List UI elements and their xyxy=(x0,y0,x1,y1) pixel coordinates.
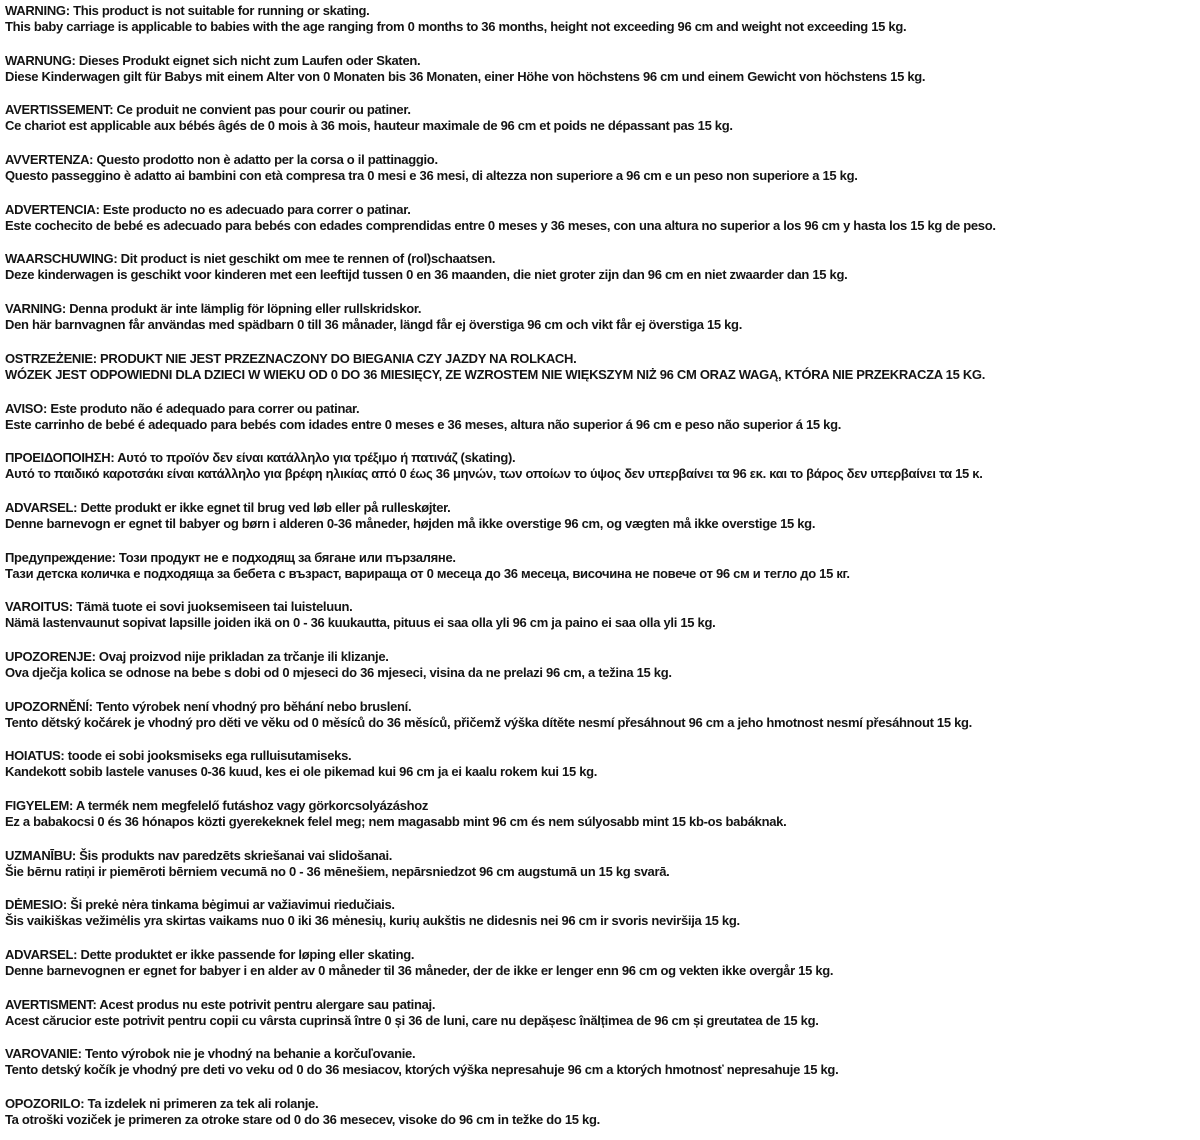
warning-block-sk xyxy=(5,1046,1200,1078)
warning-headline: HOIATUS: toode ei sobi jooksmiseks ega rulluisutamiseks. xyxy=(5,748,352,764)
warning-body: Acest cărucior este potrivit pentru copii cu vârsta cuprinsă între 0 și 36 de luni, care nu depășesc înălțimea de 96 cm și greutatea de 15 kg. xyxy=(5,1012,819,1028)
warning-block-ro xyxy=(5,997,1200,1029)
warning-headline: AVERTISMENT: Acest produs nu este potrivit pentru alergare sau patinaj. xyxy=(5,996,436,1012)
warning-block-fi xyxy=(5,599,1200,631)
warning-body: This baby carriage is applicable to babies with the age ranging from 0 months to 36 months, height not exceeding 96 cm and weight not exceeding 15 kg. xyxy=(5,19,907,34)
warning-block-lv xyxy=(5,848,1200,880)
warning-headline: VAROVANIE: Tento výrobok nie je vhodný na behanie a korčuľovanie. xyxy=(5,1046,416,1062)
warning-headline: ADVARSEL: Dette produkt er ikke egnet til brug ved løb eller på rulleskøjter. xyxy=(5,499,451,515)
warning-body: Тази детска количка е подходяща за бебета с възраст, варираща от 0 месеца до 36 месеца, височина не повече от 96 см и тегло до 15 кг. xyxy=(5,565,850,581)
warning-headline: ΠΡΟΕΙΔΟΠΟΙΗΣΗ: Αυτό το προϊόν δεν είναι κατάλληλο για τρέξιμο ή πατινάζ (skating). xyxy=(5,450,516,466)
warning-headline: UPOZORNĚNÍ: Tento výrobek není vhodný pro běhání nebo bruslení. xyxy=(5,698,412,714)
warning-block-pt xyxy=(5,401,1200,433)
warning-body: Denne barnevogn er egnet til babyer og børn i alderen 0-36 måneder, højden må ikke overstige 96 cm, og vægten må ikke overstige 15 kg. xyxy=(5,515,816,531)
warning-block-hu xyxy=(5,798,1200,830)
warning-headline: DĖMESIO: Ši prekė nėra tinkama bėgimui ar važiavimui riedučiais. xyxy=(5,897,395,913)
warning-body: Αυτό το παιδικό καροτσάκι είναι κατάλληλο για βρέφη ηλικίας από 0 έως 36 μηνών, των οποίων το ύψος δεν υπερβαίνει τα 96 εκ. και το βάρος δεν υπερβαίνει τα 15 κ. xyxy=(5,466,983,482)
warning-body: Questo passeggino è adatto ai bambini con età compresa tra 0 mesi e 36 mesi, di altezza non superiore a 96 cm e un peso non superiore a 15 kg. xyxy=(5,168,858,184)
warning-block-en xyxy=(5,3,1200,35)
warning-block-et xyxy=(5,748,1200,780)
warning-headline: AVERTISSEMENT: Ce produit ne convient pas pour courir ou patiner. xyxy=(5,102,411,118)
warning-headline: Предупреждение: Този продукт не е подходящ за бягане или пързаляне. xyxy=(5,549,456,565)
warning-block-cs xyxy=(5,699,1200,731)
warning-block-da xyxy=(5,500,1200,532)
warning-block-el xyxy=(5,450,1200,482)
warning-headline: OPOZORILO: Ta izdelek ni primeren za tek ali rolanje. xyxy=(5,1096,319,1112)
warning-headline: WARNUNG: Dieses Produkt eignet sich nicht zum Laufen oder Skaten. xyxy=(5,52,421,68)
warning-body: Ez a babakocsi 0 és 36 hónapos közti gyerekeknek felel meg; nem magasabb mint 96 cm és nem súlyosabb mint 15 kb-os babáknak. xyxy=(5,814,787,829)
warning-body: Ta otroški voziček je primeren za otroke stare od 0 do 36 mesecev, visoke do 96 cm in težke do 15 kg. xyxy=(5,1112,600,1128)
warning-block-sv xyxy=(5,301,1200,333)
warning-body: Deze kinderwagen is geschikt voor kinderen met een leeftijd tussen 0 en 36 maanden, die niet groter zijn dan 96 cm en niet zwaarder dan 15 kg. xyxy=(5,267,848,283)
warning-headline: VARNING: Denna produkt är inte lämplig för löpning eller rullskridskor. xyxy=(5,301,422,317)
warning-block-sl xyxy=(5,1096,1200,1128)
warning-body: Ova dječja kolica se odnose na bebe s dobi od 0 mjeseci do 36 mjeseci, visina da ne prelazi 96 cm, a težina 15 kg. xyxy=(5,664,672,680)
warning-block-it xyxy=(5,152,1200,184)
warning-headline: UZMANĪBU: Šis produkts nav paredzēts skriešanai vai slidošanai. xyxy=(5,847,393,863)
warning-block-de xyxy=(5,53,1200,85)
warning-headline: ADVERTENCIA: Este producto no es adecuado para correr o patinar. xyxy=(5,201,411,217)
warning-headline: OSTRZEŻENIE: PRODUKT NIE JEST PRZEZNACZONY DO BIEGANIA CZY JAZDY NA ROLKACH. xyxy=(5,350,577,366)
warning-body: Este carrinho de bebé é adequado para bebés com idades entre 0 meses e 36 meses, altura não superior á 96 cm e peso não superior á 15 kg. xyxy=(5,416,842,432)
warning-body: Este cochecito de bebé es adecuado para bebés con edades comprendidas entre 0 meses y 36 meses, con una altura no superior a los 96 cm y hasta los 15 kg de peso. xyxy=(5,217,996,233)
warning-headline: ADVARSEL: Dette produktet er ikke passende for løping eller skating. xyxy=(5,947,415,963)
warning-body: Den här barnvagnen får användas med spädbarn 0 till 36 månader, längd får ej överstiga 96 cm och vikt får ej överstiga 15 kg. xyxy=(5,317,743,333)
warning-block-fr xyxy=(5,102,1200,134)
warning-headline: UPOZORENJE: Ovaj proizvod nije prikladan za trčanje ili klizanje. xyxy=(5,648,389,664)
warning-body: WÓZEK JEST ODPOWIEDNI DLA DZIECI W WIEKU OD 0 DO 36 MIESIĘCY, ZE WZROSTEM NIE WIĘKSZYM NIŻ 96 CM ORAZ WAGĄ, KTÓRA NIE PRZEKRACZA 15 KG. xyxy=(5,366,986,382)
warning-block-pl xyxy=(5,351,1200,383)
warning-body: Tento detský kočík je vhodný pre deti vo veku od 0 do 36 mesiacov, ktorých výška nepresahuje 96 cm a ktorých hmotnosť nepresahuje 15 kg. xyxy=(5,1062,839,1078)
warning-body: Šie bērnu ratiņi ir piemēroti bērniem vecumā no 0 - 36 mēnešiem, nepārsniedzot 96 cm augstumā un 15 kg svarā. xyxy=(5,863,670,879)
warning-headline: AVISO: Este produto não é adequado para correr ou patinar. xyxy=(5,400,360,416)
warning-body: Tento dětský kočárek je vhodný pro děti ve věku od 0 měsíců do 36 měsíců, přičemž výška dítěte nesmí přesáhnout 96 cm a jeho hmotnost nesmí přesáhnout 15 kg. xyxy=(5,714,972,730)
warning-block-nl xyxy=(5,251,1200,283)
warning-body: Nämä lastenvaunut sopivat lapsille joiden ikä on 0 - 36 kuukautta, pituus ei saa olla yli 96 cm ja paino ei saa olla yli 15 kg. xyxy=(5,615,716,631)
warning-body: Diese Kinderwagen gilt für Babys mit einem Alter von 0 Monaten bis 36 Monaten, einer Höhe von höchstens 96 cm und einem Gewicht von höchstens 15 kg. xyxy=(5,68,926,84)
warning-body: Ce chariot est applicable aux bébés âgés de 0 mois à 36 mois, hauteur maximale de 96 cm et poids ne dépassant pas 15 kg. xyxy=(5,118,733,134)
warning-block-hr xyxy=(5,649,1200,681)
warning-headline: AVVERTENZA: Questo prodotto non è adatto per la corsa o il pattinaggio. xyxy=(5,152,438,168)
warning-headline: VAROITUS: Tämä tuote ei sovi juoksemiseen tai luisteluun. xyxy=(5,599,353,615)
warning-body: Kandekott sobib lastele vanuses 0-36 kuud, kes ei ole pikemad kui 96 cm ja ei kaalu rokem kui 15 kg. xyxy=(5,764,598,780)
warning-headline: FIGYELEM: A termék nem megfelelő futáshoz vagy görkorcsolyázáshoz xyxy=(5,798,429,813)
warning-block-bg xyxy=(5,550,1200,582)
warning-block-lt xyxy=(5,897,1200,929)
warning-block-es xyxy=(5,202,1200,234)
warning-body: Šis vaikiškas vežimėlis yra skirtas vaikams nuo 0 iki 36 mėnesių, kurių aukštis ne didesnis nei 96 cm ir svoris neviršija 15 kg. xyxy=(5,913,740,929)
warning-headline: WAARSCHUWING: Dit product is niet geschikt om mee te rennen of (rol)schaatsen. xyxy=(5,251,496,267)
warning-body: Denne barnevognen er egnet for babyer i en alder av 0 måneder til 36 måneder, der de ikke er lenger enn 96 cm og vekten ikke overgår 15 kg. xyxy=(5,963,834,979)
warning-block-no xyxy=(5,947,1200,979)
warning-headline: WARNING: This product is not suitable for running or skating. xyxy=(5,3,370,18)
